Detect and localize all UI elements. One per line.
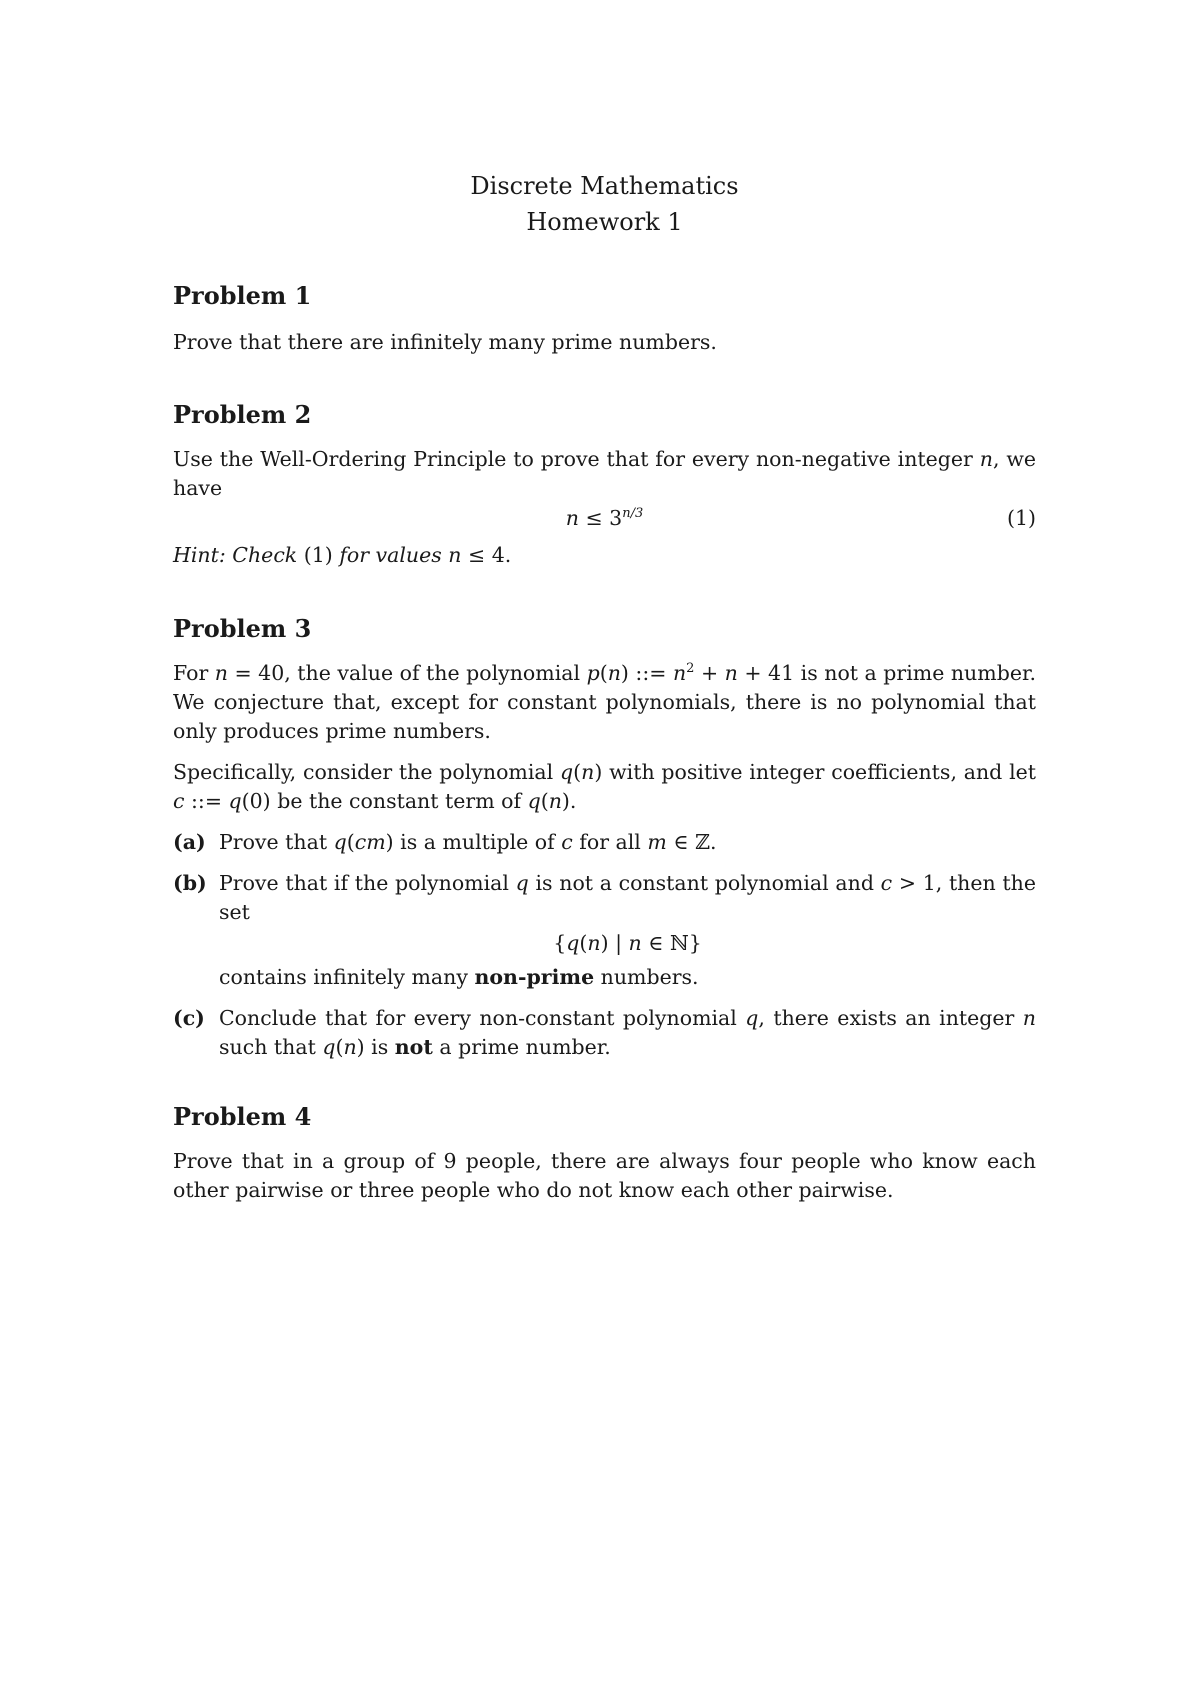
problem-4-text: Prove that in a group of 9 people, there are always four people who know each other pairwise or three people who do not know each other pairwise.: [173, 1149, 1036, 1202]
problem-2-text: Use the Well-Ordering Principle to prove that for every non-negative integer n, we have: [173, 447, 1036, 500]
equation-1-number: (1): [1006, 506, 1036, 530]
problem-3-part-c: [173, 1004, 1036, 1062]
problem-2-heading: Problem 2: [173, 400, 312, 429]
part-b-set: {q(n) | n ∈ ℕ}: [553, 931, 702, 955]
equation-1-body: $n \le 3^{n/3}$: [565, 506, 644, 530]
part-b-label: (b): [173, 871, 207, 895]
document-title: [173, 168, 1036, 240]
problem-3-paragraph-1: For n = 40, the value of the polynomial p(n) ::= $n^2 + n + 41$ is not a prime number. We conjecture that, except for constant polynomials, there is no polynomial that only produces prime numbers.: [173, 661, 1037, 743]
part-b-text-after: contains infinitely many non-prime numbers.: [219, 965, 699, 989]
problem-3-paragraph-2: Specifically, consider the polynomial q(n) with positive integer coefficients, and let c ::= q(0) be the constant term of q(n).: [173, 760, 1037, 813]
part-a-text: Prove that q(cm) is a multiple of c for all m ∈ ℤ.: [219, 830, 717, 854]
problem-2-hint: Hint: Check (1) for values n ≤ 4.: [173, 543, 512, 567]
course-title: Discrete Mathematics: [470, 172, 739, 200]
problem-3-part-a: [173, 828, 1036, 857]
problem-1-heading: Problem 1: [173, 281, 312, 310]
problem-1-text: Prove that there are infinitely many prime numbers.: [173, 330, 717, 354]
document-page: [173, 168, 1036, 1205]
part-c-label: (c): [173, 1006, 205, 1030]
problem-3-heading: Problem 3: [173, 614, 312, 643]
part-a-label: (a): [173, 830, 206, 854]
homework-title: Homework 1: [526, 208, 683, 236]
problem-4-heading: Problem 4: [173, 1102, 312, 1131]
part-c-text: Conclude that for every non-constant polynomial q, there exists an integer n such that q(n) is not a prime number.: [219, 1006, 1036, 1059]
part-b-text: Prove that if the polynomial q is not a constant polynomial and c > 1, then the set: [219, 871, 1036, 924]
problem-3-part-b: [173, 869, 1036, 992]
equation-1: [173, 503, 1036, 533]
